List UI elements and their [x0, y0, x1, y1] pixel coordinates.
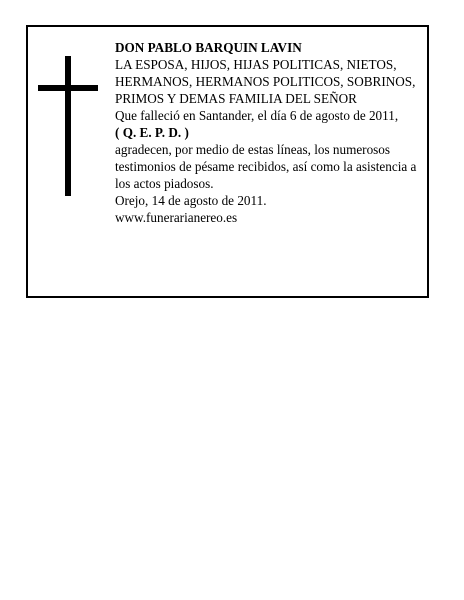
family-members: LA ESPOSA, HIJOS, HIJAS POLITICAS, NIETOS, HERMANOS, HERMANOS POLITICOS, SOBRINOS, PRIMOS Y DEMAS FAMILIA DEL SEÑOR — [115, 57, 416, 106]
website: www.funerarianereo.es — [115, 210, 238, 225]
thanks-statement: agradecen, por medio de estas líneas, los numerosos testimonios de pésame recibidos, así como la asistencia a los actos piadosos. — [115, 142, 417, 191]
cross-icon — [38, 56, 98, 196]
obituary-notice — [26, 25, 429, 298]
death-statement: Que falleció en Santander, el día 6 de agosto de 2011, — [115, 108, 399, 123]
notice-text — [115, 39, 420, 226]
place-date: Orejo, 14 de agosto de 2011. — [115, 193, 267, 208]
deceased-name: DON PABLO BARQUIN LAVIN — [115, 40, 302, 55]
rip-label: ( Q. E. P. D. ) — [115, 125, 189, 140]
cross-vertical-bar — [65, 56, 71, 196]
cross-horizontal-bar — [38, 85, 98, 91]
